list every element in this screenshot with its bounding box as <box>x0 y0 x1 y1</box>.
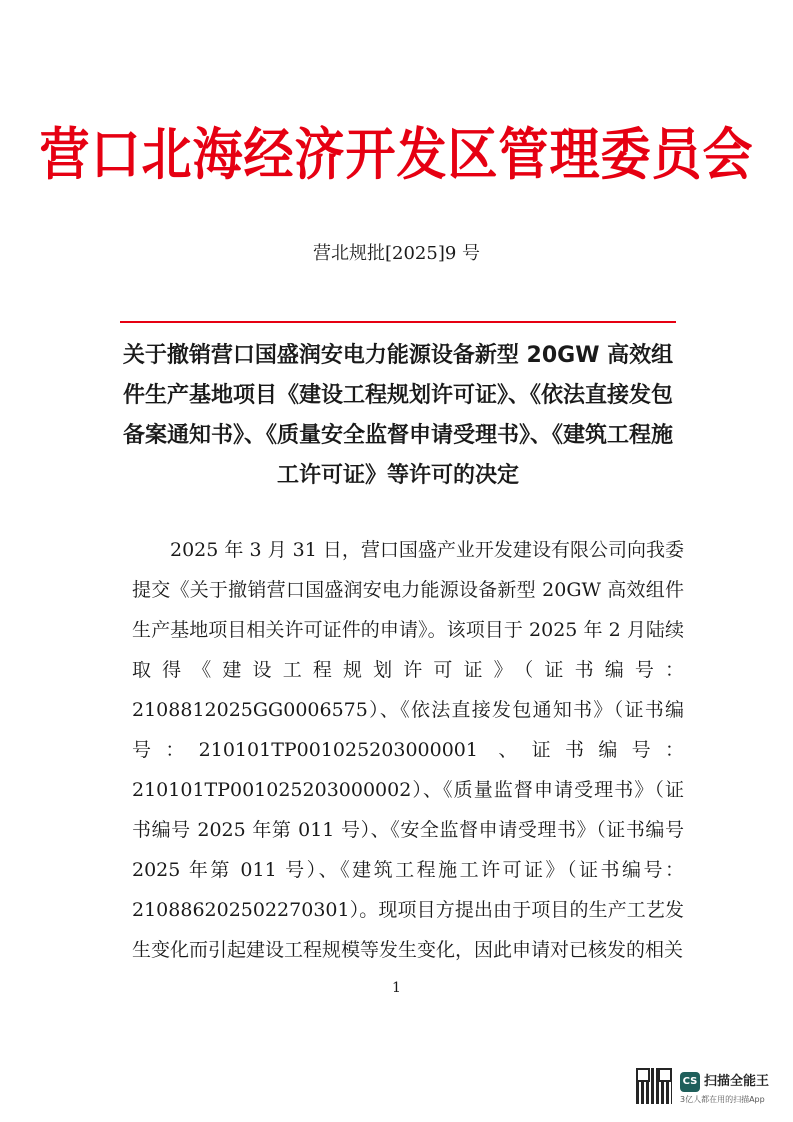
body-paragraph-text: 2025 年 3 月 31 日，营口国盛产业开发建设有限公司向我委提交《关于撤销营口国盛润安电力能源设备新型 20GW 高效组件生产基地项目相关许可证件的申请》。该项目于 2025 年 2 月陆续取得《建设工程规划许可证》（证书编号：2108812025GG0006575）、《依法直接发包通知书》（证书编号：210101TP001025203000001 、证书编号：210101TP001025203000002）、《质量监督申请受理书》（证书编号 2025 年第 011 号）、《安全监督申请受理书》（证书编号 2025 年第 011 号）、《建筑工程施工许可证》（证书编号：210886202502270301）。现项目方提出由于项目的生产工艺发生变化而引起建设工程规模等发生变化，因此申请对已核发的相关 <box>132 539 684 961</box>
scanner-tagline: 3亿人都在用的扫描App <box>680 1095 765 1104</box>
red-divider-line <box>120 321 676 323</box>
body-paragraph <box>132 530 684 970</box>
document-body <box>132 530 684 970</box>
scanner-watermark <box>636 1068 786 1110</box>
qr-code-icon <box>636 1068 672 1104</box>
document-number: 营北规批[2025]9 号 <box>312 243 481 264</box>
page-number: 1 <box>392 980 401 996</box>
document-title: 关于撤销营口国盛润安电力能源设备新型 20GW 高效组件生产基地项目《建设工程规划许可证》、《依法直接发包备案通知书》、《质量安全监督申请受理书》、《建筑工程施工许可证》等许可的决定 <box>122 343 674 488</box>
scanner-app-name: 扫描全能王 <box>704 1074 770 1089</box>
camscanner-logo-icon: CS <box>680 1072 700 1092</box>
issuer-masthead: 营口北海经济开发区管理委员会 <box>39 122 754 188</box>
